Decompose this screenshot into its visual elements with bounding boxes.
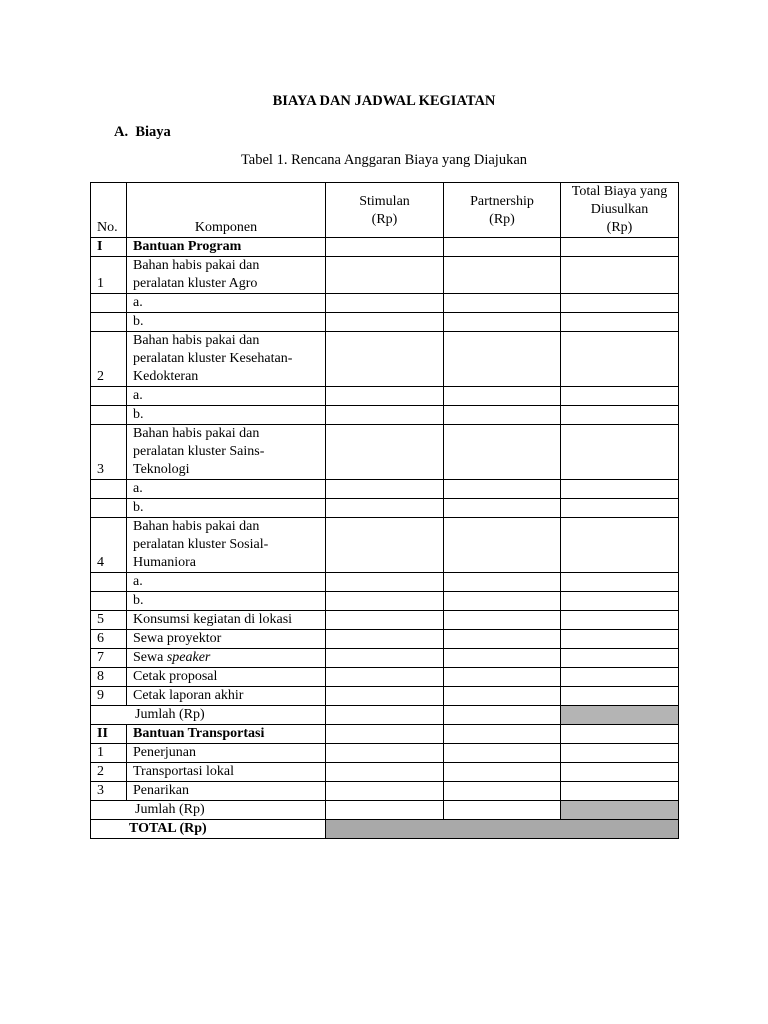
table-row bbox=[91, 238, 679, 257]
header-total bbox=[561, 183, 679, 238]
total-shaded-cell bbox=[326, 820, 679, 839]
table-row bbox=[91, 387, 679, 406]
table-caption: Tabel 1. Rencana Anggaran Biaya yang Diajukan bbox=[240, 152, 528, 168]
group-no: I bbox=[91, 238, 127, 257]
table-row bbox=[91, 294, 679, 313]
header-stimulan-line: Stimulan bbox=[359, 194, 410, 209]
table-row bbox=[91, 406, 679, 425]
row-sub: a. bbox=[127, 480, 326, 499]
komponen-italic: speaker bbox=[166, 650, 211, 665]
subtotal-shaded-cell bbox=[561, 706, 679, 725]
section-heading bbox=[114, 124, 171, 141]
row-no: 4 bbox=[91, 518, 127, 573]
table-row bbox=[91, 573, 679, 592]
row-komponen: Cetak laporan akhir bbox=[127, 687, 326, 706]
komponen-line: peralatan kluster Agro bbox=[133, 276, 258, 291]
row-no: 7 bbox=[91, 649, 127, 668]
table-row bbox=[91, 592, 679, 611]
row-komponen: Konsumsi kegiatan di lokasi bbox=[127, 611, 326, 630]
komponen-line: Bahan habis pakai dan bbox=[133, 258, 260, 273]
table-row bbox=[91, 763, 679, 782]
row-komponen bbox=[127, 425, 326, 480]
row-sub: b. bbox=[127, 592, 326, 611]
row-komponen: Cetak proposal bbox=[127, 668, 326, 687]
section-label: Biaya bbox=[135, 124, 171, 140]
komponen-line: Bahan habis pakai dan bbox=[133, 426, 260, 441]
header-partnership-line: Partnership bbox=[470, 194, 534, 209]
komponen-line: peralatan kluster Kesehatan- bbox=[133, 351, 293, 366]
header-partnership bbox=[444, 183, 561, 238]
table-row bbox=[91, 518, 679, 573]
table-header-row bbox=[91, 183, 679, 238]
row-no: 8 bbox=[91, 668, 127, 687]
budget-table bbox=[90, 182, 679, 839]
row-komponen bbox=[127, 649, 326, 668]
header-total-unit: (Rp) bbox=[606, 220, 633, 235]
komponen-line: Bahan habis pakai dan bbox=[133, 333, 260, 348]
table-row bbox=[91, 782, 679, 801]
row-no: 1 bbox=[91, 257, 127, 294]
total-row bbox=[91, 820, 679, 839]
table-row bbox=[91, 425, 679, 480]
table-row bbox=[91, 649, 679, 668]
row-no: 3 bbox=[91, 425, 127, 480]
row-komponen: Penerjunan bbox=[127, 744, 326, 763]
row-komponen: Penarikan bbox=[127, 782, 326, 801]
row-sub: a. bbox=[127, 387, 326, 406]
group-title: Bantuan Transportasi bbox=[127, 725, 326, 744]
row-komponen bbox=[127, 257, 326, 294]
row-komponen: Sewa proyektor bbox=[127, 630, 326, 649]
header-no: No. bbox=[91, 183, 127, 238]
table-row bbox=[91, 611, 679, 630]
table-row bbox=[91, 257, 679, 294]
page-title: BIAYA DAN JADWAL KEGIATAN bbox=[272, 93, 496, 109]
row-no: 6 bbox=[91, 630, 127, 649]
header-total-line1: Total Biaya yang bbox=[571, 184, 668, 199]
row-no: 5 bbox=[91, 611, 127, 630]
group-title: Bantuan Program bbox=[127, 238, 326, 257]
header-komponen: Komponen bbox=[127, 183, 326, 238]
group-no: II bbox=[91, 725, 127, 744]
komponen-line: peralatan kluster Sains- bbox=[133, 444, 265, 459]
row-no: 2 bbox=[91, 763, 127, 782]
row-no: 1 bbox=[91, 744, 127, 763]
komponen-line: Bahan habis pakai dan bbox=[133, 519, 260, 534]
row-sub: a. bbox=[127, 573, 326, 592]
header-total-line2: Diusulkan bbox=[590, 202, 649, 217]
table-row bbox=[91, 630, 679, 649]
table-row bbox=[91, 744, 679, 763]
row-sub: a. bbox=[127, 294, 326, 313]
row-sub: b. bbox=[127, 499, 326, 518]
table-row bbox=[91, 480, 679, 499]
header-partnership-unit: (Rp) bbox=[489, 212, 515, 227]
total-label: TOTAL (Rp) bbox=[91, 820, 326, 839]
row-no: 2 bbox=[91, 332, 127, 387]
row-sub: b. bbox=[127, 406, 326, 425]
komponen-line: Teknologi bbox=[133, 462, 190, 477]
row-komponen: Transportasi lokal bbox=[127, 763, 326, 782]
table-row bbox=[91, 668, 679, 687]
komponen-line: Humaniora bbox=[133, 555, 196, 570]
row-no: 3 bbox=[91, 782, 127, 801]
subtotal-label: Jumlah (Rp) bbox=[91, 801, 326, 820]
table-row bbox=[91, 313, 679, 332]
header-stimulan-unit: (Rp) bbox=[371, 212, 398, 227]
section-letter: A. bbox=[114, 124, 129, 140]
komponen-line: Kedokteran bbox=[133, 369, 199, 384]
table-row bbox=[91, 499, 679, 518]
row-no: 9 bbox=[91, 687, 127, 706]
subtotal-row bbox=[91, 801, 679, 820]
table-row bbox=[91, 725, 679, 744]
row-sub: b. bbox=[127, 313, 326, 332]
row-komponen bbox=[127, 332, 326, 387]
row-komponen bbox=[127, 518, 326, 573]
komponen-plain: Sewa bbox=[133, 650, 167, 665]
subtotal-row bbox=[91, 706, 679, 725]
header-stimulan bbox=[326, 183, 444, 238]
table-row bbox=[91, 332, 679, 387]
table-row bbox=[91, 687, 679, 706]
subtotal-label: Jumlah (Rp) bbox=[91, 706, 326, 725]
komponen-line: peralatan kluster Sosial- bbox=[133, 537, 269, 552]
subtotal-shaded-cell bbox=[561, 801, 679, 820]
